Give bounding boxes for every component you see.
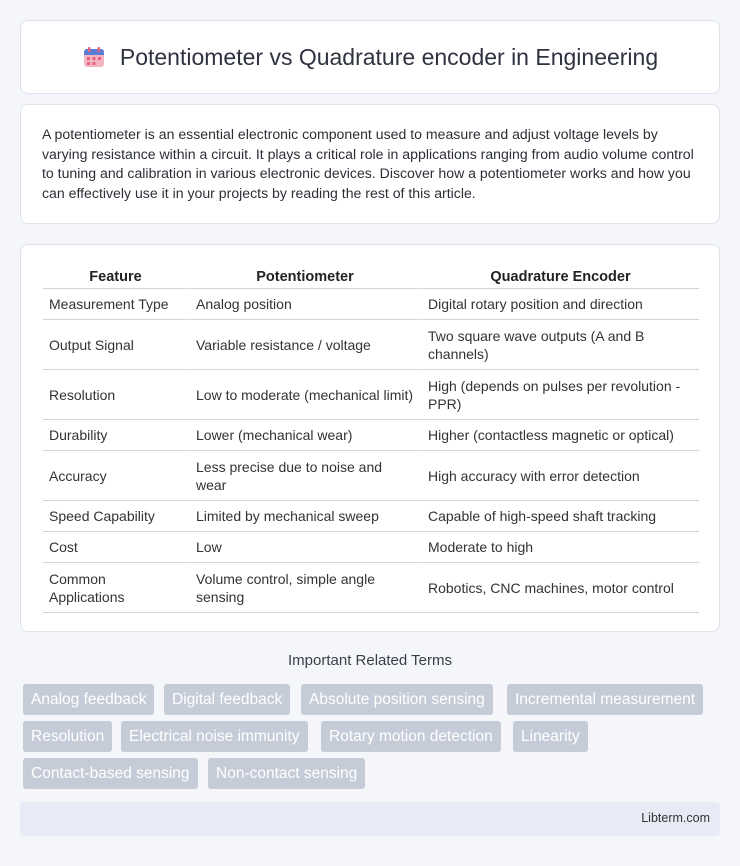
table-cell: Limited by mechanical sweep bbox=[190, 501, 422, 532]
table-cell: Volume control, simple angle sensing bbox=[190, 563, 422, 613]
page-title: Potentiometer vs Quadrature encoder in Engineering bbox=[119, 43, 659, 70]
intro-paragraph: A potentiometer is an essential electronic component used to measure and adjust voltage levels by varying resistance within a circuit. It plays a critical role in applications ranging from audio volume control to tuning and calibration in various electronic devices. Discover how a potentiometer works and how you can effectively use it in your projects by reading the rest of this article. bbox=[42, 126, 694, 201]
table-cell: Higher (contactless magnetic or optical) bbox=[422, 420, 699, 451]
related-term-tag[interactable]: Incremental measurement bbox=[507, 684, 703, 715]
table-row bbox=[43, 420, 699, 451]
table-cell: Common Applications bbox=[43, 563, 190, 613]
related-terms-title: Important Related Terms bbox=[288, 652, 452, 669]
table-row bbox=[43, 451, 699, 501]
table-cell: High (depends on pulses per revolution - PPR) bbox=[422, 370, 699, 420]
table-row bbox=[43, 370, 699, 420]
table-row bbox=[43, 501, 699, 532]
table-cell: Output Signal bbox=[43, 320, 190, 370]
table-cell: Resolution bbox=[43, 370, 190, 420]
column-header: Quadrature Encoder bbox=[422, 265, 699, 289]
table-row bbox=[43, 320, 699, 370]
table-cell: Lower (mechanical wear) bbox=[190, 420, 422, 451]
related-term-tag[interactable]: Contact-based sensing bbox=[23, 758, 198, 789]
table-cell: Moderate to high bbox=[422, 532, 699, 563]
related-term-tag[interactable]: Non-contact sensing bbox=[208, 758, 365, 789]
comparison-card bbox=[20, 244, 720, 632]
footer-site-link[interactable]: Libterm.com bbox=[641, 811, 710, 825]
column-header: Feature bbox=[43, 265, 190, 289]
related-term-tag[interactable]: Digital feedback bbox=[164, 684, 290, 715]
table-cell: Low to moderate (mechanical limit) bbox=[190, 370, 422, 420]
table-cell: Measurement Type bbox=[43, 289, 190, 320]
table-cell: Two square wave outputs (A and B channels) bbox=[422, 320, 699, 370]
related-term-tag[interactable]: Rotary motion detection bbox=[321, 721, 501, 752]
table-cell: Low bbox=[190, 532, 422, 563]
intro-card bbox=[20, 104, 720, 224]
table-cell: Durability bbox=[43, 420, 190, 451]
table-cell: Capable of high-speed shaft tracking bbox=[422, 501, 699, 532]
table-cell: Robotics, CNC machines, motor control bbox=[422, 563, 699, 613]
table-cell: Less precise due to noise and wear bbox=[190, 451, 422, 501]
calendar-icon bbox=[82, 45, 106, 69]
related-term-tag[interactable]: Resolution bbox=[23, 721, 112, 752]
related-term-tag[interactable]: Absolute position sensing bbox=[301, 684, 493, 715]
table-cell: Analog position bbox=[190, 289, 422, 320]
table-row bbox=[43, 289, 699, 320]
footer bbox=[20, 802, 720, 836]
table-row bbox=[43, 563, 699, 613]
related-term-tag[interactable]: Electrical noise immunity bbox=[121, 721, 308, 752]
comparison-table bbox=[43, 265, 699, 613]
table-cell: Digital rotary position and direction bbox=[422, 289, 699, 320]
column-header: Potentiometer bbox=[190, 265, 422, 289]
related-term-tag[interactable]: Analog feedback bbox=[23, 684, 154, 715]
table-cell: Cost bbox=[43, 532, 190, 563]
table-row bbox=[43, 532, 699, 563]
related-term-tag[interactable]: Linearity bbox=[513, 721, 588, 752]
table-cell: Speed Capability bbox=[43, 501, 190, 532]
table-header-row bbox=[43, 265, 699, 289]
header-card bbox=[20, 20, 720, 94]
table-cell: Accuracy bbox=[43, 451, 190, 501]
table-cell: Variable resistance / voltage bbox=[190, 320, 422, 370]
table-cell: High accuracy with error detection bbox=[422, 451, 699, 501]
